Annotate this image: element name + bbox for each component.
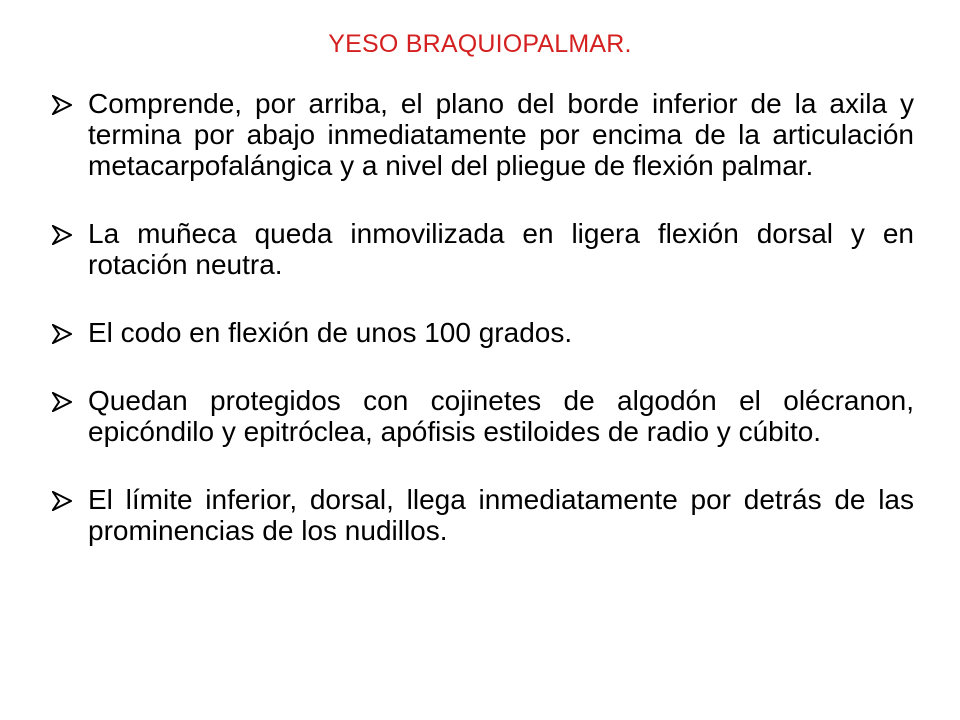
bullet-list	[52, 88, 914, 583]
bullet-item	[52, 218, 914, 280]
arrowhead-bullet-icon	[52, 218, 88, 245]
arrowhead-bullet-icon	[52, 317, 88, 344]
bullet-item	[52, 88, 914, 181]
bullet-text: El codo en flexión de unos 100 grados.	[88, 317, 573, 348]
bullet-text: El límite inferior, dorsal, llega inmediatamente por detrás de las prominencias de los nudillos.	[88, 484, 914, 546]
bullet-text: La muñeca queda inmovilizada en ligera flexión dorsal y en rotación neutra.	[88, 218, 914, 280]
slide-title: YESO BRAQUIOPALMAR.	[328, 30, 632, 58]
arrowhead-bullet-icon	[52, 484, 88, 511]
bullet-item	[52, 484, 914, 546]
bullet-text: Quedan protegidos con cojinetes de algodón el olécranon, epicóndilo y epitróclea, apófisis estiloides de radio y cúbito.	[88, 385, 914, 447]
bullet-item	[52, 385, 914, 447]
bullet-text: Comprende, por arriba, el plano del borde inferior de la axila y termina por abajo inmediatamente por encima de la articulación metacarpofalángica y a nivel del pliegue de flexión palmar.	[88, 88, 914, 181]
arrowhead-bullet-icon	[52, 385, 88, 412]
bullet-item	[52, 317, 914, 348]
arrowhead-bullet-icon	[52, 88, 88, 115]
